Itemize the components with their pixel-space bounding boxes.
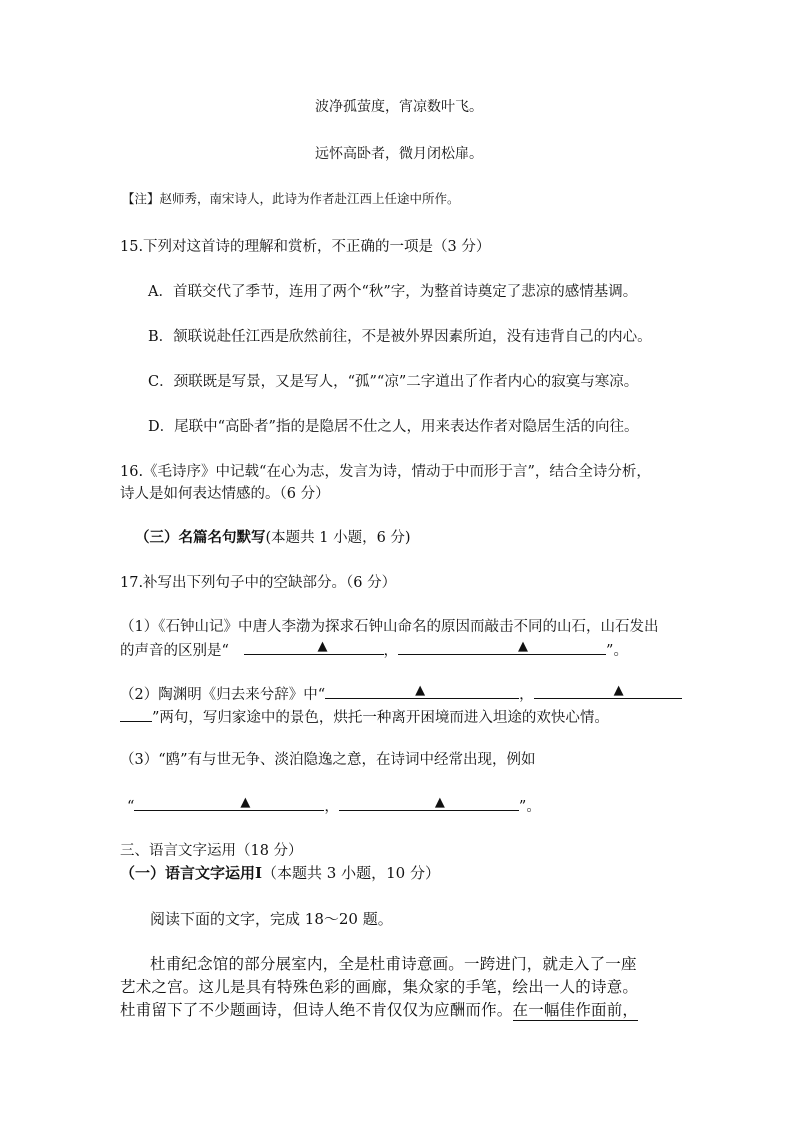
q15-option-c: C．颈联既是写景，又是写人，“孤”“凉”二字道出了作者内心的寂寞与寒凉。 bbox=[148, 374, 639, 390]
passage-line-1: 杜甫纪念馆的部分展室内，全是杜甫诗意画。一跨进门，就走入了一座 bbox=[150, 955, 637, 973]
answer-marker-icon: ▲ bbox=[317, 639, 328, 654]
open-quote: “ bbox=[127, 799, 135, 815]
q17-part1-blank-2[interactable] bbox=[398, 640, 606, 655]
q15-option-a: A．首联交代了季节，连用了两个“秋”字，为整首诗奠定了悲凉的感情基调。 bbox=[148, 284, 638, 300]
poem-line-4: 远怀高卧者，微月闭松扉。 bbox=[315, 146, 483, 162]
section-3-heading bbox=[135, 529, 411, 547]
part-3-subtitle: （一）语言文字运用Ⅰ bbox=[120, 864, 263, 882]
close-quote: ”。 bbox=[518, 799, 541, 815]
q16-line-2: 诗人是如何表达情感的。（6 分） bbox=[120, 486, 330, 502]
q17-part2-blank-2-cont[interactable] bbox=[120, 707, 152, 722]
q17-part3-blank-1[interactable] bbox=[134, 796, 324, 811]
passage-line-3-text: 杜甫留下了不少题画诗，但诗人绝不肯仅仅为应酬而作。 bbox=[120, 1001, 513, 1019]
answer-marker-icon: ▲ bbox=[518, 639, 529, 654]
part-3-subinfo: （本题共 3 小题，10 分） bbox=[262, 864, 440, 882]
q17-part2-blank-1[interactable] bbox=[325, 684, 519, 699]
q17-part1-blank-1[interactable] bbox=[244, 640, 384, 655]
q17-part2-line2 bbox=[120, 707, 609, 727]
comma: ， bbox=[519, 687, 534, 703]
q17-part1-line1: （1）《石钟山记》中唐人李渤为探求石钟山命名的原因而敲击不同的山石，山石发出 bbox=[120, 619, 659, 635]
poem-line-3: 波净孤萤度，宵凉数叶飞。 bbox=[315, 99, 483, 115]
q17-stem: 17.补写出下列句子中的空缺部分。（6 分） bbox=[120, 575, 397, 591]
reading-instruction: 阅读下面的文字，完成 18～20 题。 bbox=[150, 910, 393, 928]
q17-part2-prefix: （2）陶渊明《归去来兮辞》中“ bbox=[120, 687, 326, 703]
part-3-subheading bbox=[120, 864, 440, 882]
passage-line-2: 艺术之宫。这儿是具有特殊色彩的画廊，集众家的手笔，绘出一人的诗意。 bbox=[120, 978, 639, 996]
poem-note: 【注】赵师秀，南宋诗人，此诗为作者赴江西上任途中所作。 bbox=[122, 191, 460, 206]
q16-line-1: 16.《毛诗序》中记载“在心为志，发言为诗，情动于中而形于言”，结合全诗分析， bbox=[120, 464, 651, 480]
q15-option-d: D．尾联中“高卧者”指的是隐居不仕之人，用来表达作者对隐居生活的向往。 bbox=[148, 419, 639, 435]
q17-part2-blank-2[interactable] bbox=[534, 684, 682, 699]
answer-marker-icon: ▲ bbox=[434, 795, 445, 810]
answer-marker-icon: ▲ bbox=[415, 683, 426, 698]
q17-part3-line2 bbox=[127, 796, 541, 816]
passage-underlined-text: 在一幅佳作面前， bbox=[512, 1001, 639, 1019]
close-quote: ”。 bbox=[606, 643, 628, 659]
comma: ， bbox=[383, 643, 399, 659]
q15-stem: 15.下列对这首诗的理解和赏析，不正确的一项是（3 分） bbox=[120, 239, 491, 255]
answer-marker-icon: ▲ bbox=[613, 683, 624, 698]
q17-part1-prefix: 的声音的区别是“ bbox=[120, 643, 229, 659]
comma: ， bbox=[324, 799, 339, 815]
q17-part2-line1 bbox=[120, 684, 682, 704]
part-3-title: 三、语言文字运用（18 分） bbox=[120, 843, 303, 859]
q17-part3-blank-2[interactable] bbox=[339, 796, 519, 811]
section-3-title: （三）名篇名句默写 bbox=[135, 529, 266, 546]
answer-marker-icon: ▲ bbox=[240, 795, 251, 810]
q15-option-b: B．颔联说赴任江西是欣然前往，不是被外界因素所迫，没有违背自己的内心。 bbox=[148, 329, 652, 345]
q17-part2-suffix: ”两句，写归家途中的景色，烘托一种离开困境而进入坦途的欢快心情。 bbox=[152, 710, 609, 726]
passage-line-3 bbox=[120, 1001, 638, 1019]
q17-part3-line1: （3）“鸥”有与世无争、淡泊隐逸之意，在诗词中经常出现，例如 bbox=[120, 752, 536, 768]
q17-part1-line2 bbox=[120, 640, 628, 660]
section-3-info: (本题共 1 小题，6 分) bbox=[265, 530, 411, 546]
